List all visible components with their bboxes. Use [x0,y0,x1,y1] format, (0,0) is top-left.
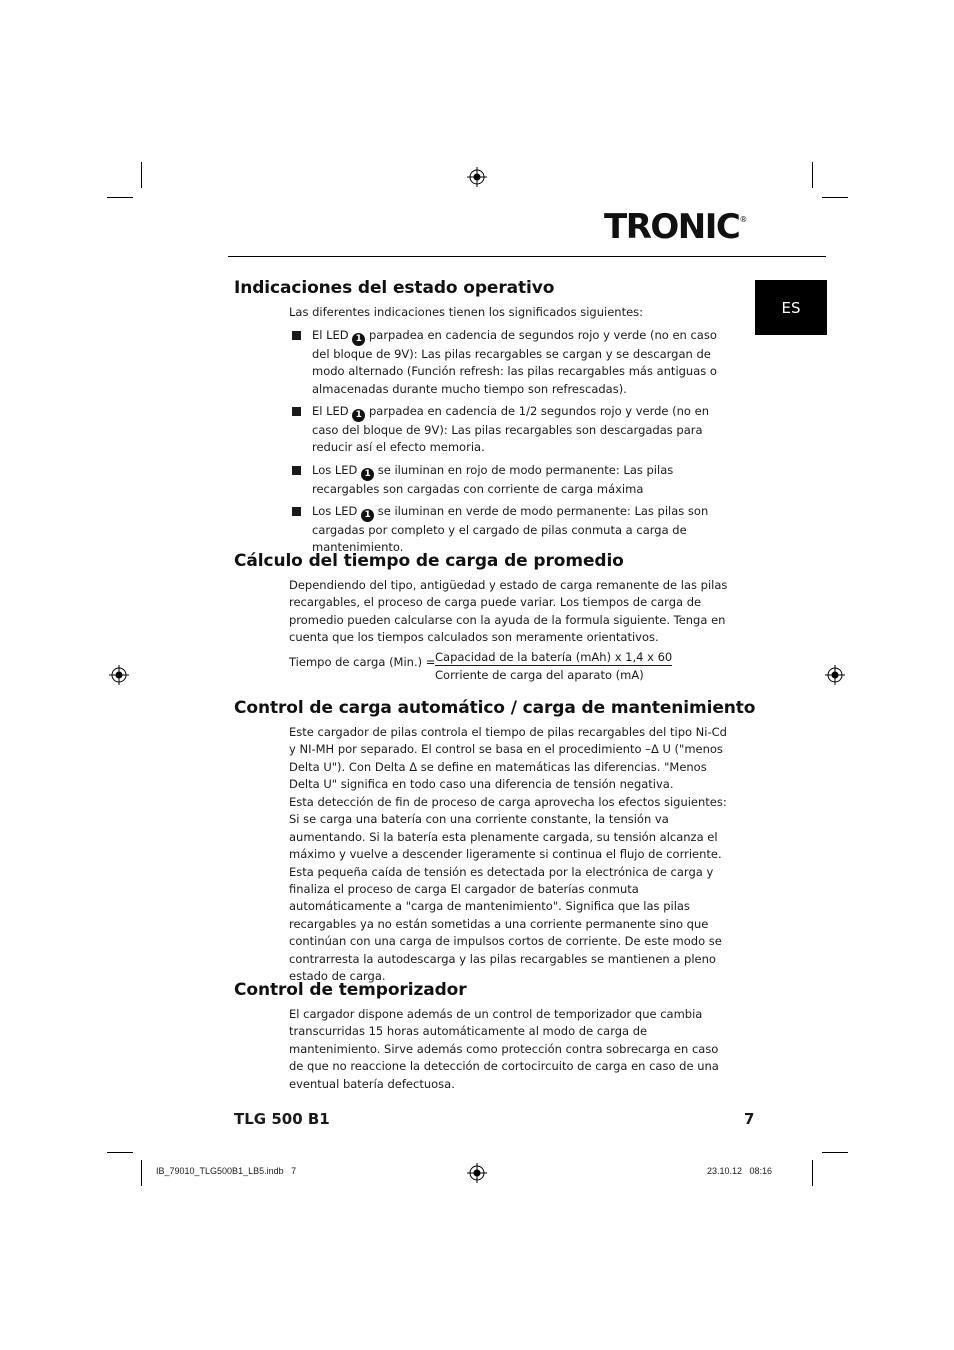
crop-mark [141,1160,142,1186]
crop-mark [812,1160,813,1186]
print-slug-date: 23.10.12 08:16 [707,1166,773,1176]
section-heading-tiempo-carga: Cálculo del tiempo de carga de promedio [234,551,624,571]
header-rule [228,256,826,257]
intro-text: Las diferentes indicaciones tienen los significados siguientes: [289,305,644,319]
registration-mark-icon [467,167,487,187]
led-number-icon: 1 [361,509,374,522]
bullet-square-icon [292,407,301,416]
section-heading-temporizador: Control de temporizador [234,980,467,1000]
section-heading-estado-operativo: Indicaciones del estado operativo [234,278,555,298]
formula-label: Tiempo de carga (Min.) = [289,655,436,669]
page-number: 7 [744,1110,755,1128]
bullet-square-icon [292,331,301,340]
crop-mark [822,197,848,198]
brand-logo: TRONIC® [604,207,748,247]
registration-mark-icon [825,665,845,685]
registration-mark-icon [467,1163,487,1183]
section-heading-control-carga: Control de carga automático / carga de mantenimiento [234,698,756,718]
crop-mark [141,162,142,188]
print-slug-file: IB_79010_TLG500B1_LB5.indb 7 [156,1166,297,1176]
paragraph: El cargador dispone además de un control de temporizador que cambia transcurridas 15 horas automáticamente al modo de carga de mantenimiento. Sirve además como protección contra sobrecarga en caso de que no reaccione la detección de cortocircuito de carga en caso de una eventual batería defectuosa. [289,1007,719,1091]
paragraph: Este cargador de pilas controla el tiempo de pilas recargables del tipo Ni-Cd y NI-MH por separado. El control se basa en el procedimiento –Δ U ("menos Delta U"). Con Delta Δ se define en matemáticas las diferencias. "Menos Delta U" significa en todo caso una diferencia de tensión negativa. [289,725,727,792]
formula-denominator: Corriente de carga del aparato (mA) [435,668,644,682]
led-number-icon: 1 [352,409,365,422]
bullet-square-icon [292,466,301,475]
paragraph: Dependiendo del tipo, antigüedad y estado de carga remanente de las pilas recargables, el proceso de carga puede variar. Los tiempos de carga de promedio pueden calcularse con la ayuda de la formula siguiente. Tenga en cuenta que los tiempos calculados son meramente orientativos. [289,578,728,645]
crop-mark [812,162,813,188]
registration-mark-icon [109,665,129,685]
crop-mark [822,1152,848,1153]
formula-numerator: Capacidad de la batería (mAh) x 1,4 x 60 [435,650,673,664]
bullet-square-icon [292,507,301,516]
crop-mark [107,1152,133,1153]
footer-model: TLG 500 B1 [234,1110,330,1128]
led-number-icon: 1 [352,333,365,346]
led-number-icon: 1 [361,468,374,481]
language-tab: ES [755,280,827,335]
crop-mark [107,197,133,198]
paragraph: Esta detección de fin de proceso de carga aprovecha los efectos siguientes: Si se carga una batería con una corriente constante, la tensión va aumentando. Si la batería esta plenamente cargada, su tensión alcanza el máximo y vuelve a descender ligeramente si continua el flujo de corriente. Esta pequeña caída de tensión es detectada por la electrónica de carga y finaliza el proceso de carga El cargador de baterías conmuta automáticamente a "carga de mantenimiento". Significa que las pilas recargables ya no están sometidas a una corriente permanente sino que continúan con una carga de impulsos cortos de corriente. De este modo se contrarresta la autodescarga y las pilas recargables se mantienen a pleno estado de carga. [289,795,727,984]
